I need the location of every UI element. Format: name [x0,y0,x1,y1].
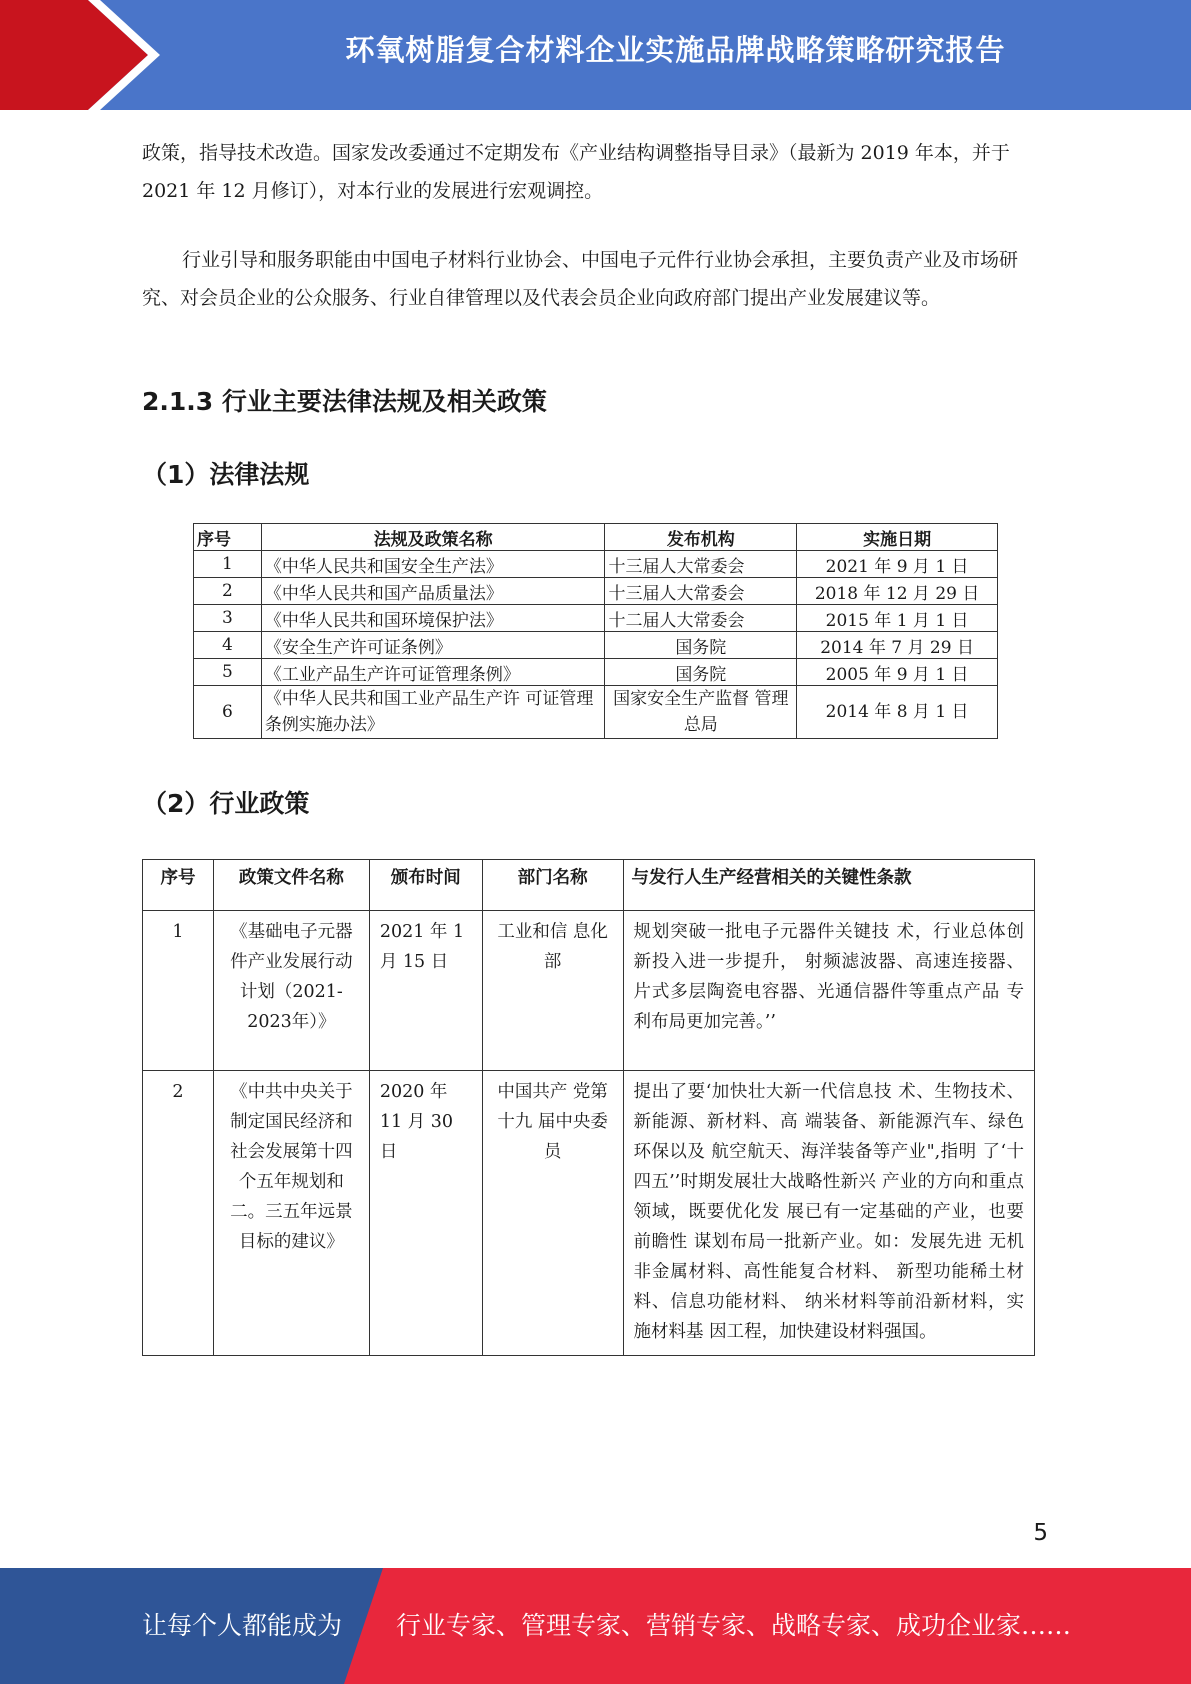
column-header: 政策文件名称 [213,860,369,911]
column-header: 与发行人生产经营相关的关键性条款 [623,860,1034,911]
table-cell: 《中华人民共和国工业产品生产许 可证管理条例实施办法》 [261,686,605,739]
laws-table [193,523,998,739]
table-cell: 中国共产 党第十九 届中央委 员 [482,1071,623,1356]
table-cell: 2021 年 9 月 1 日 [797,551,998,578]
table-row [194,659,998,686]
table-cell: 国家安全生产监督 管理总局 [605,686,797,739]
table-row [194,605,998,632]
table-row [143,1071,1035,1356]
table-cell: 2020 年 11 月 30 日 [369,1071,482,1356]
laws-heading: （1）法律法规 [142,460,310,489]
footer-slogan-right: 行业专家、管理专家、营销专家、战略专家、成功企业家…… [396,1611,1072,1640]
table-row [194,578,998,605]
document-title: 环氧树脂复合材料企业实施品牌战略策略研究报告 [345,33,1006,67]
header-red-arrow [0,0,148,110]
column-header: 序号 [143,860,214,911]
table-cell: 十三届人大常委会 [605,551,797,578]
policies-heading: （2）行业政策 [142,789,310,818]
footer-bar [0,1568,1191,1684]
table-cell: 规划突破一批电子元器件关键技 术，行业总体创新投入进一步提升， 射频滤波器、高速连接器、片式多层陶瓷电容器、光通信器件等重点产品 专利布局更加完善。’’ [623,911,1034,1071]
table-cell: 国务院 [605,632,797,659]
table-cell: 十三届人大常委会 [605,578,797,605]
column-header: 发布机构 [605,524,797,551]
table-cell: 提出了要‘加快壮大新一代信息技 术、生物技术、新能源、新材料、高 端装备、新能源汽车、绿色环保以及 航空航天、海洋装备等产业",指明 了‘十四五’’时期发展壮大战略性新兴 产业的方向和重点领域，既要优化发 展已有一定基础的产业，也要前瞻性 谋划布局一批新产业。如：发展先进 无机非金属材料、高性能复合材料、 新型功能稀土材料、信息功能材料、 纳米材料等前沿新材料，实施材料基 因工程，加快建设材料强国。 [623,1071,1034,1356]
column-header: 实施日期 [797,524,998,551]
page-number: 5 [1033,1520,1048,1546]
table-cell: 4 [194,632,262,659]
table-cell: 《中共中央关于制定国民经济和社会发展第十四个五年规划和二。三五年远景目标的建议》 [213,1071,369,1356]
table-cell: 2 [143,1071,214,1356]
column-header: 序号 [194,524,262,551]
table-cell: 工业和信 息化部 [482,911,623,1071]
table-row [143,911,1035,1071]
column-header: 颁布时间 [369,860,482,911]
table-cell: 1 [194,551,262,578]
table-cell: 《中华人民共和国环境保护法》 [261,605,605,632]
table-cell: 6 [194,686,262,739]
table-cell: 十二届人大常委会 [605,605,797,632]
footer-slogan-left: 让每个人都能成为 [142,1611,343,1640]
table-cell: 《安全生产许可证条例》 [261,632,605,659]
table-cell: 1 [143,911,214,1071]
table-header-row [194,524,998,551]
table-cell: 2 [194,578,262,605]
table-cell: 2018 年 12 月 29 日 [797,578,998,605]
table-header-row [143,860,1035,911]
table-cell: 《工业产品生产许可证管理条例》 [261,659,605,686]
table-cell: 2005 年 9 月 1 日 [797,659,998,686]
table-cell: 《中华人民共和国安全生产法》 [261,551,605,578]
column-header: 部门名称 [482,860,623,911]
section-heading: 2.1.3 行业主要法律法规及相关政策 [142,387,547,416]
table-cell: 5 [194,659,262,686]
table-cell: 《基础电子元器件产业发展行动计划（2021-2023年）》 [213,911,369,1071]
policies-table [142,859,1035,1356]
paragraph-2: 行业引导和服务职能由中国电子材料行业协会、中国电子元件行业协会承担，主要负责产业及市场研究、对会员企业的公众服务、行业自律管理以及代表会员企业向政府部门提出产业发展建议等。 [142,249,1019,309]
column-header: 法规及政策名称 [261,524,605,551]
table-row [194,551,998,578]
table-cell: 2014 年 8 月 1 日 [797,686,998,739]
table-cell: 2015 年 1 月 1 日 [797,605,998,632]
header-bar [0,0,1191,110]
table-cell: 《中华人民共和国产品质量法》 [261,578,605,605]
table-row [194,632,998,659]
paragraph-1: 政策，指导技术改造。国家发改委通过不定期发布《产业结构调整指导目录》（最新为 2019 年本，并于 2021 年 12 月修订），对本行业的发展进行宏观调控。 [142,142,1010,202]
table-row [194,686,998,739]
table-cell: 2021 年 1 月 15 日 [369,911,482,1071]
table-cell: 国务院 [605,659,797,686]
table-cell: 3 [194,605,262,632]
table-cell: 2014 年 7 月 29 日 [797,632,998,659]
